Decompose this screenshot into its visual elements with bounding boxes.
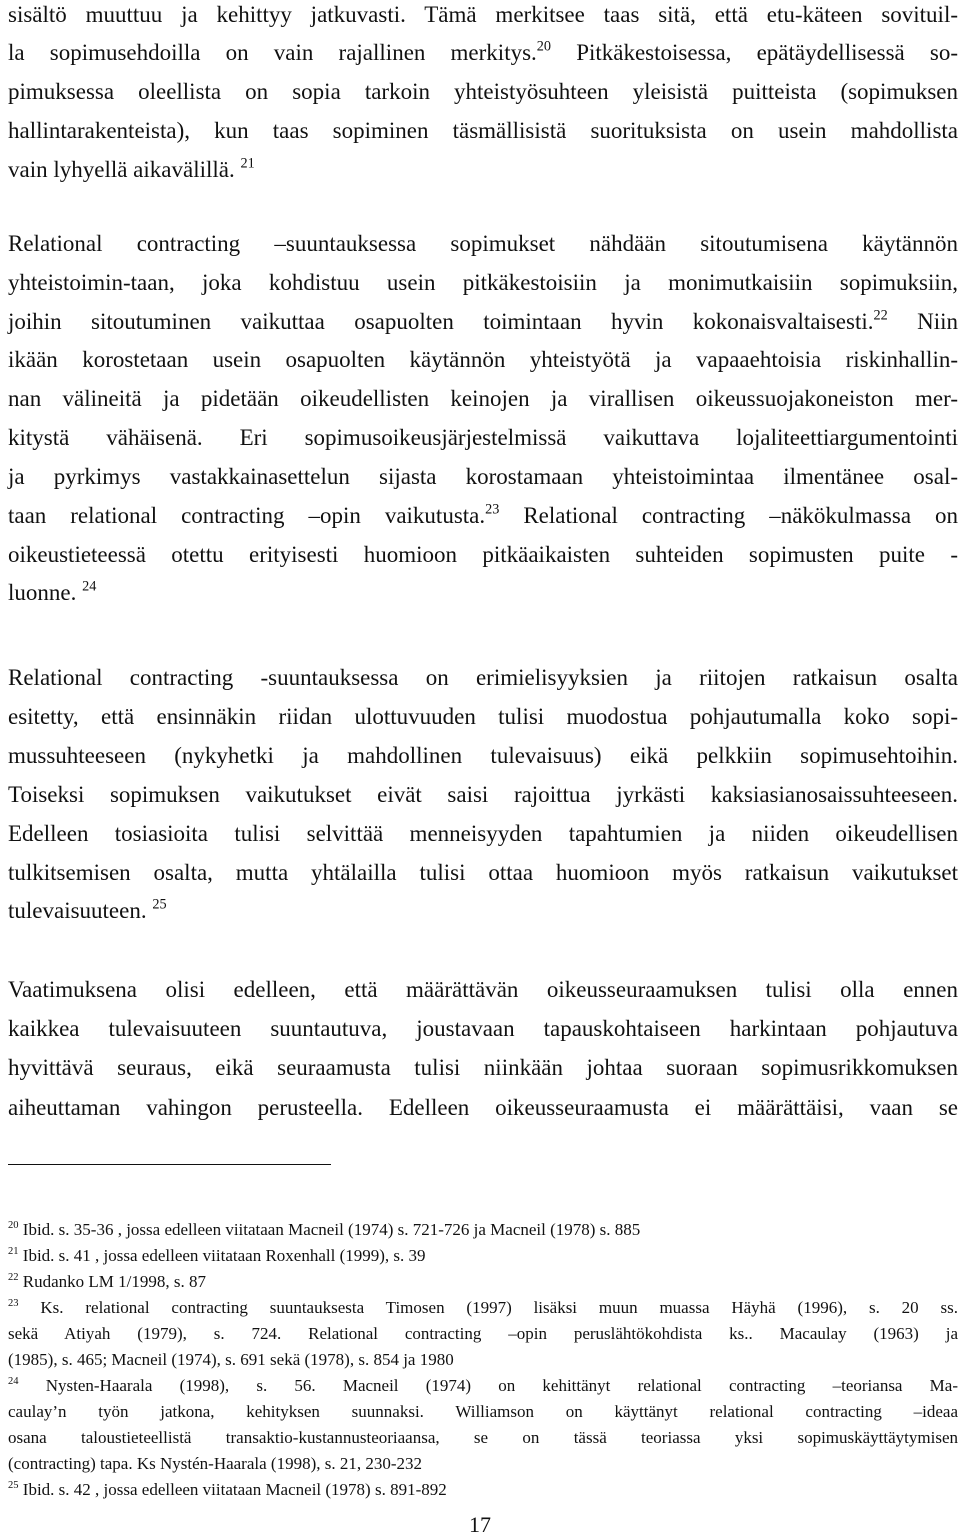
- footnote-number: 21: [8, 1246, 19, 1258]
- body-line: yhteistoimin-taan, joka kohdistuu usein pitkäkestoisiin ja monimutkaisiin sopimuksiin,: [8, 270, 958, 295]
- body-line: luonne. $^{24}$: [8, 578, 97, 605]
- footnote-ref: 25: [152, 896, 167, 913]
- page-number: 17: [469, 1512, 491, 1537]
- footnote-line: $^{23}$ Ks. relational contracting suuntauksesta Timosen (1997) lisäksi muun muassa Häyhä (1996), s. 20 ss.: [8, 1298, 958, 1317]
- footnote-line: $^{22}$ Rudanko LM 1/1998, s. 87: [8, 1272, 207, 1291]
- body-line: Relational contracting -suuntauksessa on erimielisyyksien ja riitojen ratkaisun osalta: [8, 665, 958, 690]
- footnote-line: osana taloustieteellistä transaktio-kustannusteoriaansa, se on tässä teoriassa yksi sopimuskäyttäytymisen: [8, 1428, 958, 1447]
- body-line: mussuhteeseen (nykyhetki ja mahdollinen tulevaisuus) eikä pelkkiin sopimusehtoihin.: [8, 743, 958, 768]
- body-line: ikään korostetaan usein osapuolten käytännön yhteistyötä ja vapaaehtoisia riskinhallin-: [8, 347, 958, 372]
- footnote-ref: 20: [536, 38, 552, 55]
- footnote-line: sekä Atiyah (1979), s. 724. Relational contracting –opin peruslähtökohdista ks.. Macaulay (1963) ja: [8, 1324, 958, 1343]
- footnote-ref: 24: [82, 578, 97, 595]
- footnote-line: $^{24}$ Nysten-Haarala (1998), s. 56. Macneil (1974) on kehittänyt relational contracting –teoriansa Ma-: [8, 1376, 958, 1395]
- body-line: la sopimusehdoilla on vain rajallinen merkitys.$^{20}$ Pitkäkestoisessa, epätäydellisessä so-: [8, 38, 958, 65]
- body-line: sisältö muuttuu ja kehittyy jatkuvasti. Tämä merkitsee taas sitä, että etu-käteen sovituil-: [8, 2, 958, 27]
- body-line: joihin sitoutuminen vaikuttaa osapuolten toimintaan hyvin kokonaisvaltaisesti.$^{22}$ Niin: [8, 307, 958, 334]
- body-line: nan välineitä ja pidetään oikeudellisten keinojen ja virallisen oikeussuojakoneiston mer-: [8, 386, 958, 411]
- body-line: hyvittävä seuraus, eikä seuraamusta tulisi niinkään johtaa suoraan sopimusrikkomuksen: [8, 1055, 958, 1080]
- body-line: kitystä vähäisenä. Eri sopimusoikeusjärjestelmissä vaikuttava lojaliteettiargumentointi: [8, 425, 958, 450]
- footnote-line: $^{21}$ Ibid. s. 41 , jossa edelleen viitataan Roxenhall (1999), s. 39: [8, 1246, 426, 1265]
- body-line: taan relational contracting –opin vaikutusta.$^{23}$ Relational contracting –näkökulmassa on: [8, 501, 958, 528]
- body-line: aiheuttaman vahingon perusteella. Edelleen oikeusseuraamusta ei määrättäisi, vaan se: [8, 1095, 958, 1120]
- footnote-number: 20: [8, 1220, 19, 1232]
- body-line: tulkitsemisen osalta, mutta yhtälailla tulisi ottaa huomioon myös ratkaisun vaikutukset: [8, 860, 958, 885]
- footnote-number: 22: [8, 1272, 19, 1284]
- body-line: Vaatimuksena olisi edelleen, että määrättävän oikeusseuraamuksen tulisi olla ennen: [8, 977, 958, 1002]
- footnote-number: 24: [8, 1376, 19, 1388]
- body-line: ja pyrkimys vastakkainasettelun sijasta korostamaan yhteistoimintaa ilmentänee osal-: [8, 464, 958, 489]
- body-line: tulevaisuuteen. $^{25}$: [8, 896, 167, 923]
- footnote-ref: 21: [240, 155, 255, 172]
- footnote-line: (1985), s. 465; Macneil (1974), s. 691 sekä (1978), s. 854 ja 1980: [8, 1350, 454, 1369]
- body-line: Relational contracting –suuntauksessa sopimukset nähdään sitoutumisena käytännön: [8, 231, 958, 256]
- footnote-line: $^{25}$ Ibid. s. 42 , jossa edelleen viitataan Macneil (1978) s. 891-892: [8, 1480, 447, 1499]
- footnote-number: 25: [8, 1480, 19, 1492]
- body-line: pimuksessa oleellista on sopia tarkoin yhteistyösuhteen yleisistä puitteista (sopimuksen: [8, 79, 958, 104]
- footnote-line: (contracting) tapa. Ks Nystén-Haarala (1998), s. 21, 230-232: [8, 1454, 423, 1473]
- body-line: esitetty, että ensinnäkin riidan ulottuvuuden tulisi muodostua pohjautumalla koko sopi-: [8, 704, 958, 729]
- footnote-separator: [8, 1164, 331, 1165]
- footnote-ref: 23: [485, 501, 500, 518]
- footnote-line: $^{20}$ Ibid. s. 35-36 , jossa edelleen viitataan Macneil (1974) s. 721-726 ja Macneil (1978) s. 885: [8, 1220, 641, 1239]
- footnote-number: 23: [8, 1298, 19, 1310]
- footnote-ref: 22: [873, 307, 888, 324]
- body-line: kaikkea tulevaisuuteen suuntautuva, joustavaan tapauskohtaiseen harkintaan pohjautuva: [8, 1016, 958, 1041]
- body-line: Toiseksi sopimuksen vaikutukset eivät saisi rajoittua jyrkästi kaksiasianosaissuhteeseen.: [8, 782, 958, 807]
- body-line: vain lyhyellä aikavälillä. $^{21}$: [8, 155, 255, 182]
- body-line: Edelleen tosiasioita tulisi selvittää menneisyyden tapahtumien ja niiden oikeudellisen: [8, 821, 958, 846]
- footnote-line: caulay’n työn jatkona, kehityksen suunnaksi. Williamson on käyttänyt relational contracting –ideaa: [8, 1402, 958, 1421]
- body-line: oikeustieteessä otettu erityisesti huomioon pitkäaikaisten suhteiden sopimusten puite -: [8, 542, 958, 567]
- body-line: hallintarakenteista), kun taas sopiminen täsmällisistä suorituksista on usein mahdollista: [8, 118, 958, 143]
